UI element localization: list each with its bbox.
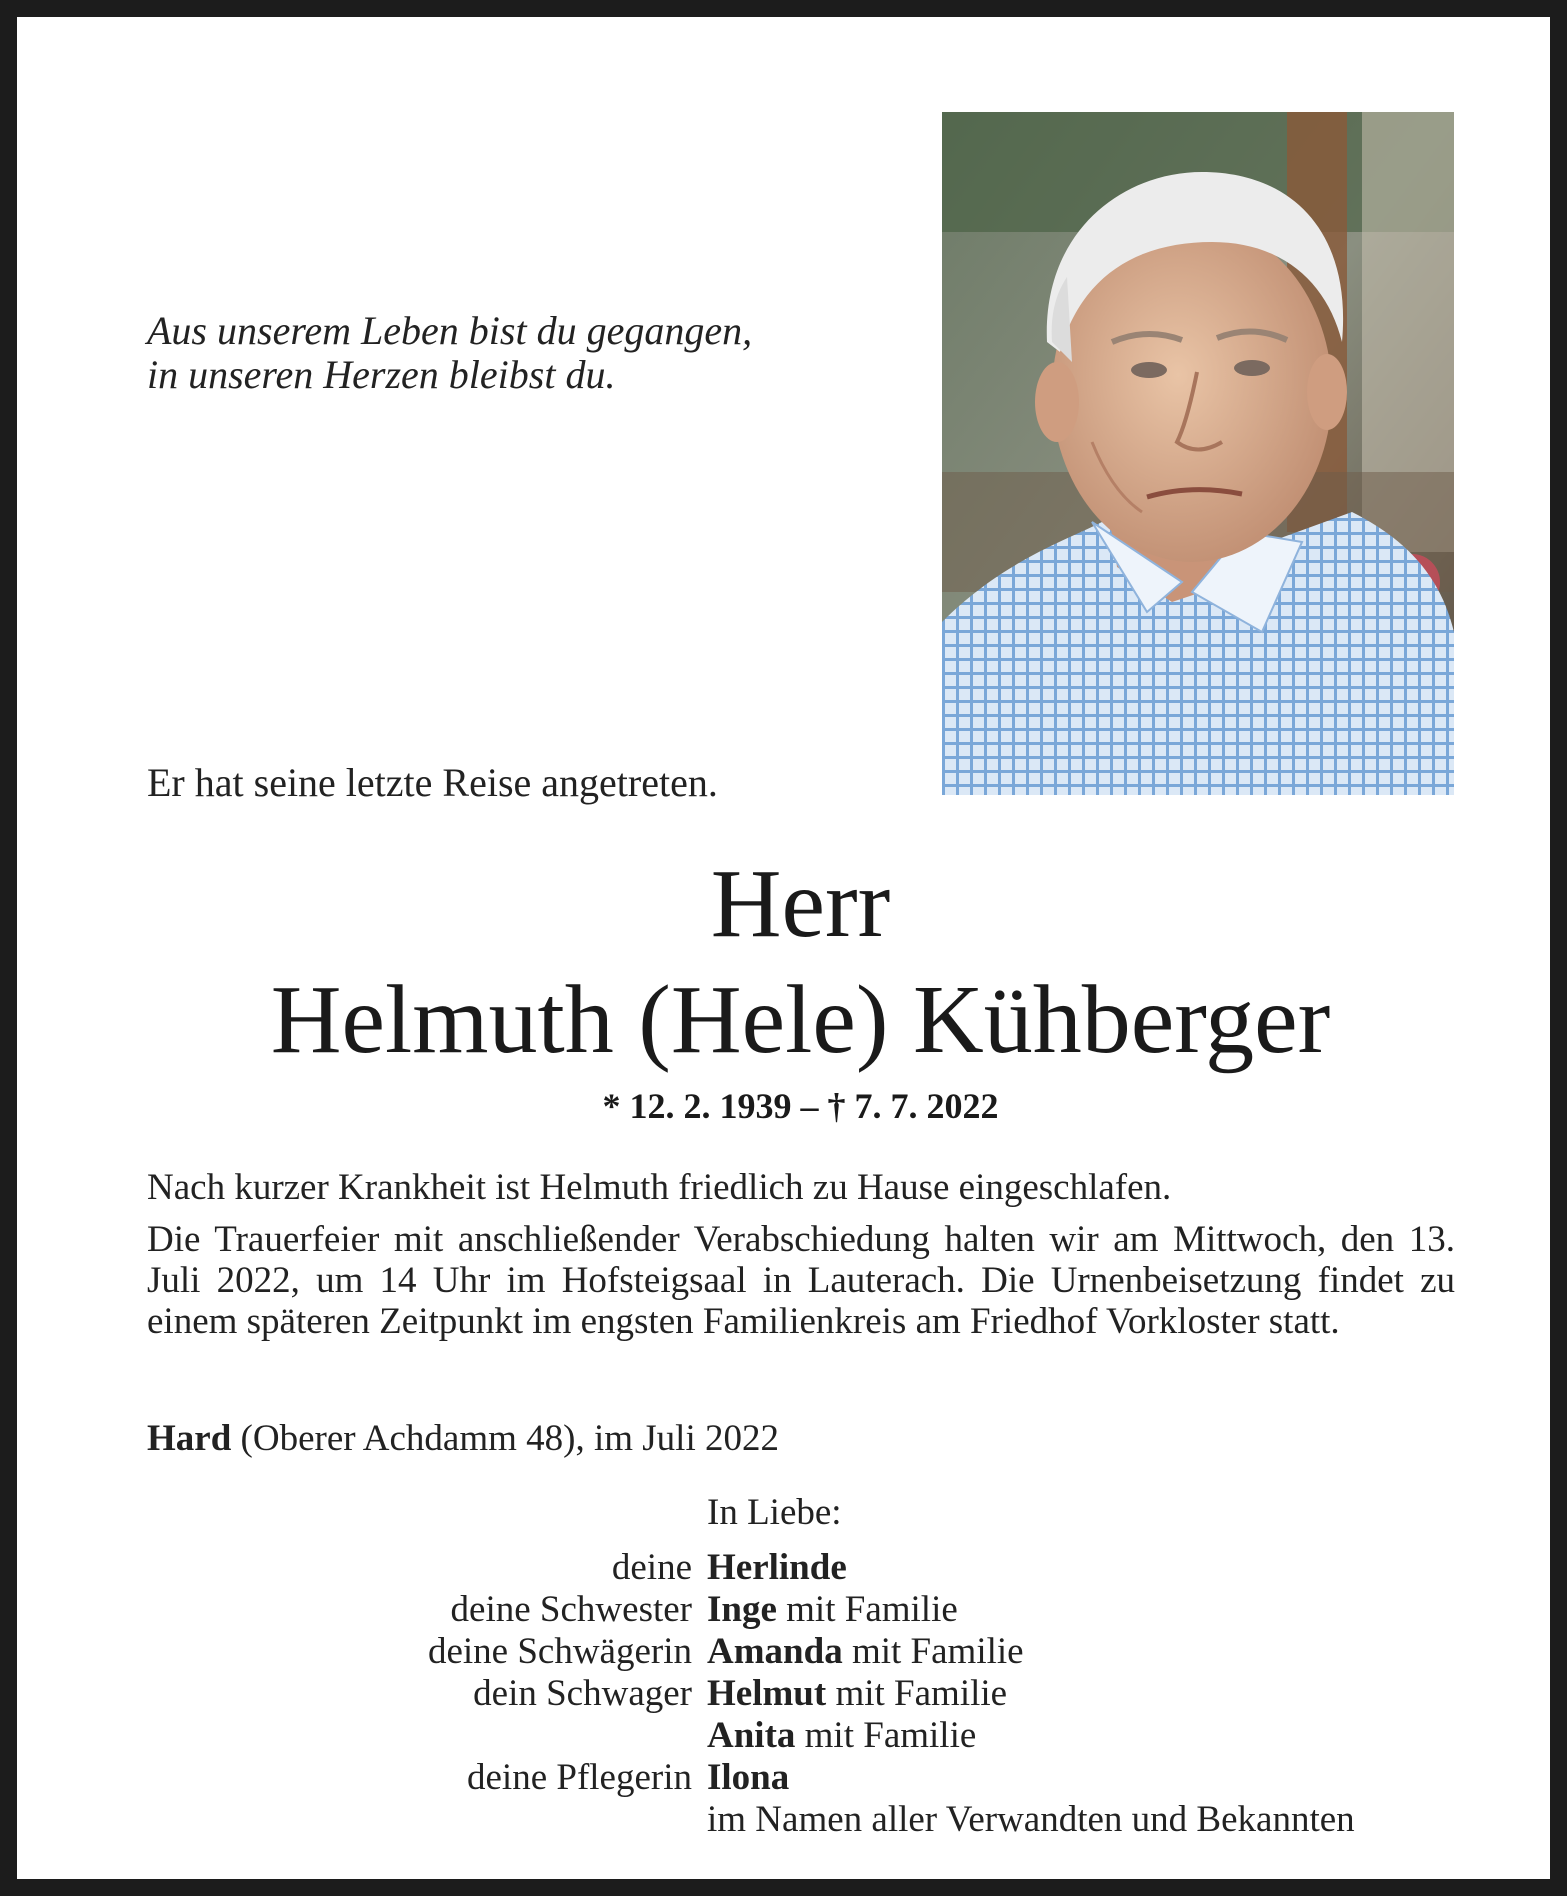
mourner-relation <box>147 1799 707 1841</box>
mourner-relation: dein Schwager <box>473 1673 692 1714</box>
mourner-suffix: mit Familie <box>851 1631 1024 1672</box>
motto-quote <box>147 309 752 397</box>
motto-line-2: in unseren Herzen bleibst du. <box>147 352 616 397</box>
deceased-name: Helmuth (Hele) Kühberger <box>270 966 1331 1074</box>
mourner-name: Helmut <box>707 1673 827 1714</box>
salutation: Herr <box>710 850 891 958</box>
mourner-name: Ilona <box>707 1757 790 1798</box>
mourner-name: Amanda <box>707 1631 843 1672</box>
mourner-suffix: mit Familie <box>835 1673 1008 1714</box>
mourner-relation: deine <box>611 1547 692 1588</box>
mourners-list <box>147 1547 1457 1841</box>
mourner-name: Herlinde <box>707 1547 847 1588</box>
mourner-suffix: mit Familie <box>786 1589 958 1630</box>
mourner-name: Inge <box>707 1589 777 1630</box>
mourner-row <box>147 1757 1457 1799</box>
in-liebe-heading: In Liebe: <box>707 1492 842 1533</box>
mourner-relation <box>147 1715 707 1757</box>
mourner-row <box>147 1799 1457 1841</box>
mourner-relation: deine Schwägerin <box>427 1631 692 1672</box>
mourner-suffix: mit Familie <box>804 1715 977 1756</box>
motto-line-1: Aus unserem Leben bist du gegangen, <box>147 308 753 353</box>
place-address-date: (Oberer Achdamm 48), im Juli 2022 <box>240 1418 779 1459</box>
place-date-line <box>147 1417 779 1460</box>
mourner-row <box>147 1547 1457 1589</box>
announcement-paragraph-2: Die Trauerfeier mit anschließender Verabschiedung halten wir am Mittwoch, den 13. Juli 2022, um 14 Uhr im Hofsteigsaal in Lauterach. Die Urnenbeisetzung findet zu einem späteren Zeitpunkt im engsten Familienkreis am Friedhof Vorkloster statt. <box>147 1219 1455 1342</box>
place-town: Hard <box>147 1418 232 1459</box>
mourner-row <box>147 1715 1457 1757</box>
mourner-relation: deine Schwester <box>450 1589 692 1630</box>
mourner-row <box>147 1673 1457 1715</box>
journey-sentence: Er hat seine letzte Reise angetreten. <box>147 760 718 805</box>
mourner-suffix: im Namen aller Verwandten und Bekannten <box>707 1799 1355 1840</box>
announcement-paragraph-1: Nach kurzer Krankheit ist Helmuth friedlich zu Hause eingeschlafen. <box>147 1167 1172 1208</box>
mourner-name: Anita <box>707 1715 796 1756</box>
mourner-row <box>147 1589 1457 1631</box>
mourner-relation: deine Pflegerin <box>467 1757 692 1798</box>
mourner-row <box>147 1631 1457 1673</box>
portrait-photo <box>942 112 1454 795</box>
life-dates: * 12. 2. 1939 – † 7. 7. 2022 <box>602 1086 999 1126</box>
